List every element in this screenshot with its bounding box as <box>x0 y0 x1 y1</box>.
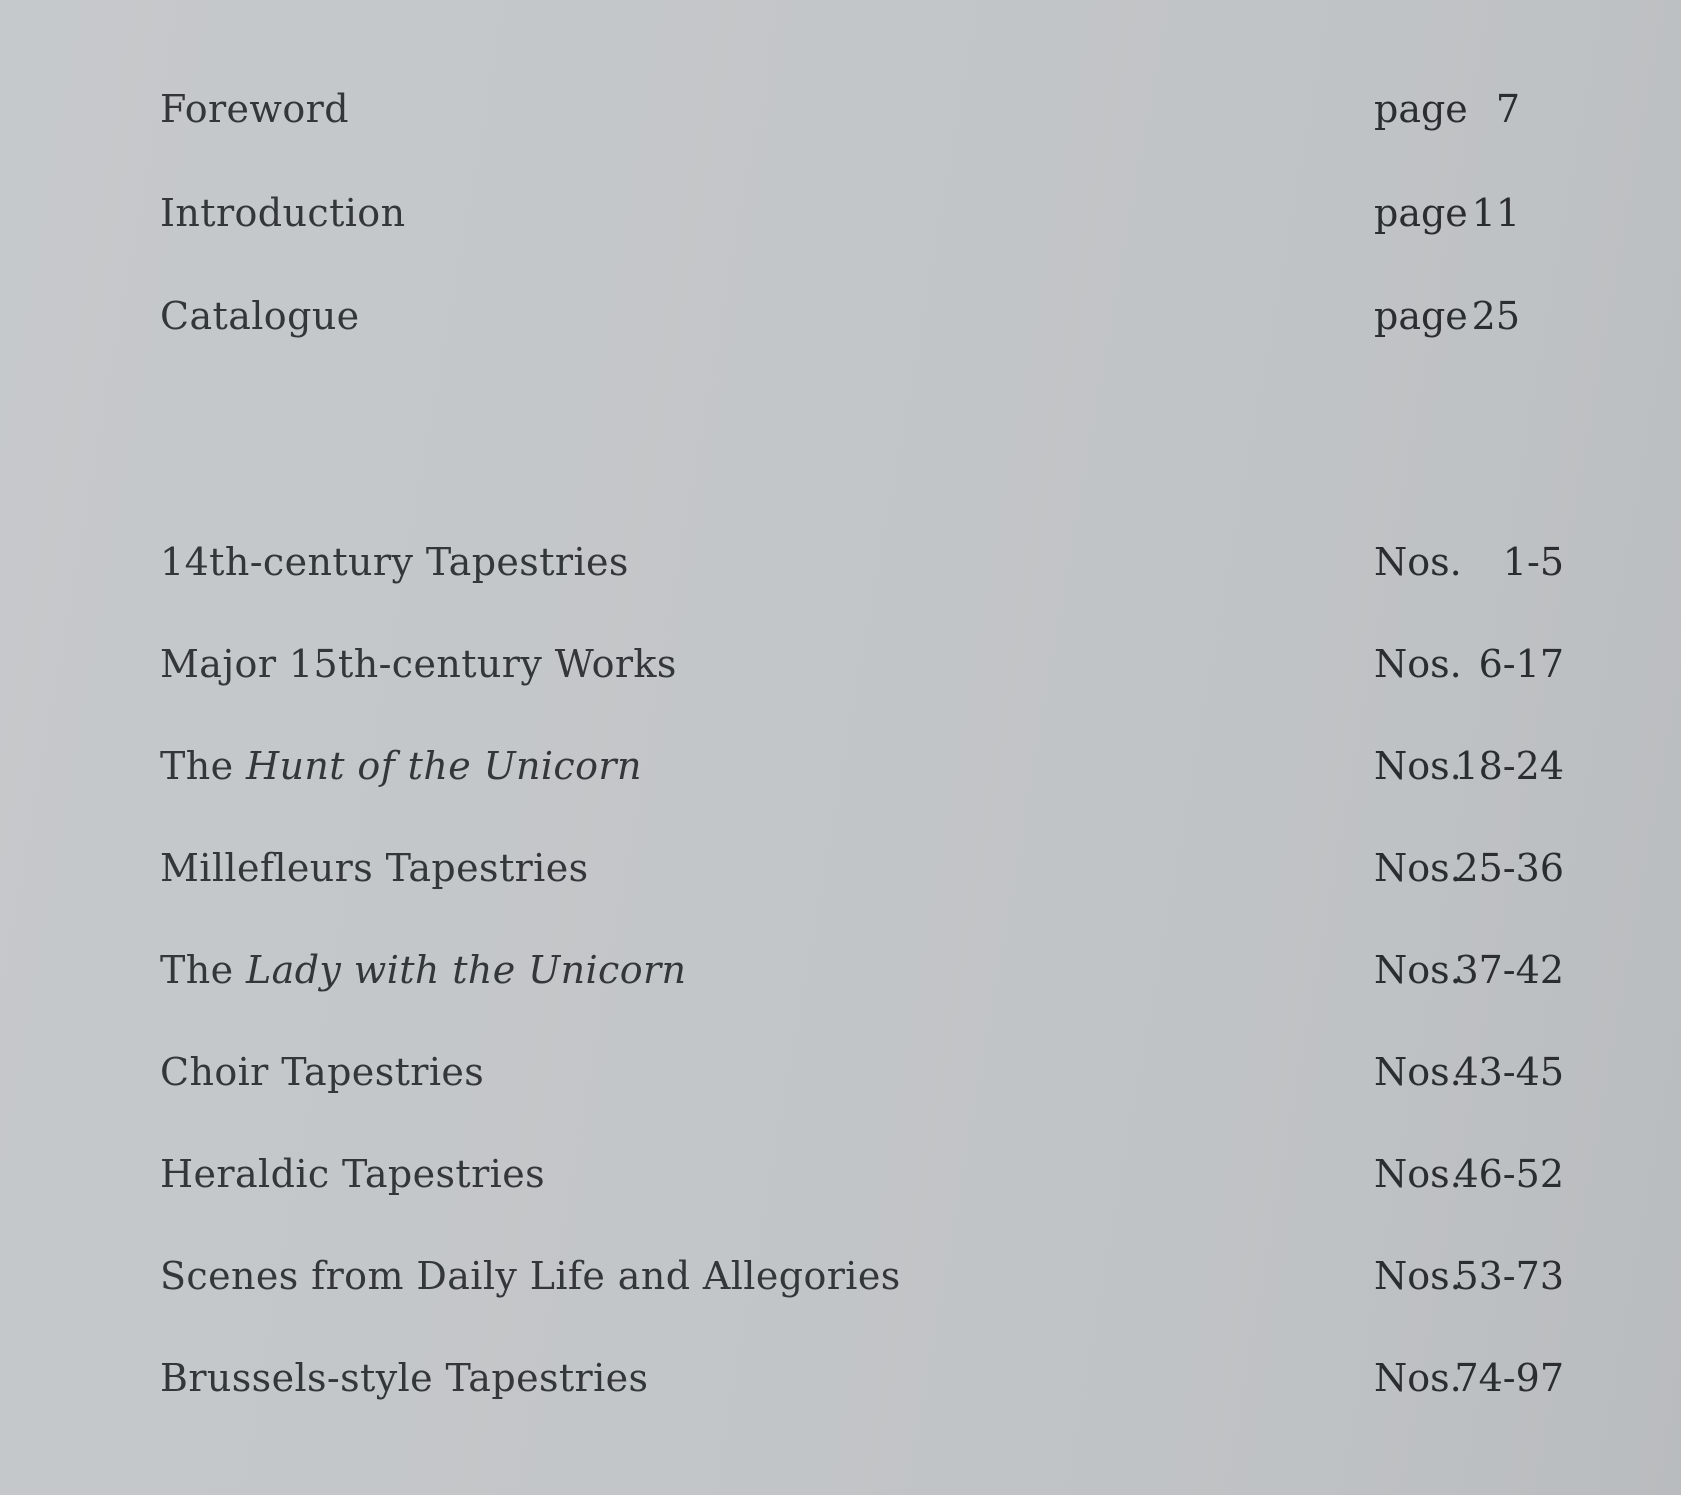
toc-entry-number-range <box>1374 634 1564 694</box>
toc-entry-section <box>0 940 1681 1000</box>
nos-label: Nos. <box>1374 948 1462 992</box>
toc-entry-number-range <box>1374 940 1564 1000</box>
toc-entry-introduction <box>0 183 1681 243</box>
toc-entry-page-ref <box>1374 79 1564 139</box>
nos-label: Nos. <box>1374 642 1462 686</box>
nos-label: Nos. <box>1374 1254 1462 1298</box>
toc-entry-title: Heraldic Tapestries <box>160 1152 545 1196</box>
toc-entry-title: Millefleurs Tapestries <box>160 846 589 890</box>
nos-label: Nos. <box>1374 1356 1462 1400</box>
toc-entry-foreword <box>0 79 1681 139</box>
catalogue-number-range: 1-5 <box>1502 540 1564 584</box>
toc-entry-number-range <box>1374 1042 1564 1102</box>
catalogue-number-range: 6-17 <box>1478 642 1564 686</box>
toc-entry-title: The Lady with the Unicorn <box>160 948 687 992</box>
toc-entry-section <box>0 532 1681 592</box>
catalogue-number-range: 53-73 <box>1454 1254 1564 1298</box>
toc-entry-title: Foreword <box>160 87 349 131</box>
toc-entry-number-range <box>1374 1144 1564 1204</box>
toc-entry-title: Scenes from Daily Life and Allegories <box>160 1254 901 1298</box>
page-label: page <box>1374 294 1468 338</box>
toc-entry-catalogue <box>0 286 1681 346</box>
nos-label: Nos. <box>1374 1152 1462 1196</box>
catalogue-number-range: 74-97 <box>1454 1356 1564 1400</box>
catalogue-number-range: 18-24 <box>1454 744 1564 788</box>
page-number: 25 <box>1471 294 1520 338</box>
toc-entry-title: Major 15th-century Works <box>160 642 677 686</box>
page-number: 11 <box>1471 191 1520 235</box>
toc-entry-title: Catalogue <box>160 294 360 338</box>
toc-entry-section <box>0 1144 1681 1204</box>
nos-label: Nos. <box>1374 846 1462 890</box>
toc-entry-section <box>0 634 1681 694</box>
toc-entry-number-range <box>1374 838 1564 898</box>
toc-entry-section <box>0 1348 1681 1408</box>
toc-entry-number-range <box>1374 1348 1564 1408</box>
toc-entry-number-range <box>1374 736 1564 796</box>
toc-entry-title: The Hunt of the Unicorn <box>160 744 642 788</box>
toc-entry-section <box>0 736 1681 796</box>
page-number: 7 <box>1495 87 1520 131</box>
toc-entry-section <box>0 1042 1681 1102</box>
nos-label: Nos. <box>1374 1050 1462 1094</box>
toc-entry-title: Introduction <box>160 191 406 235</box>
toc-entry-section <box>0 838 1681 898</box>
toc-entry-page-ref <box>1374 183 1564 243</box>
toc-entry-page-ref <box>1374 286 1564 346</box>
catalogue-number-range: 37-42 <box>1454 948 1564 992</box>
catalogue-number-range: 46-52 <box>1454 1152 1564 1196</box>
toc-entry-number-range <box>1374 532 1564 592</box>
catalogue-number-range: 25-36 <box>1454 846 1564 890</box>
nos-label: Nos. <box>1374 744 1462 788</box>
toc-entry-title: Choir Tapestries <box>160 1050 485 1094</box>
nos-label: Nos. <box>1374 540 1462 584</box>
catalogue-number-range: 43-45 <box>1454 1050 1564 1094</box>
toc-entry-title: Brussels-style Tapestries <box>160 1356 649 1400</box>
page-label: page <box>1374 191 1468 235</box>
toc-entry-title: 14th-century Tapestries <box>160 540 629 584</box>
page-label: page <box>1374 87 1468 131</box>
toc-entry-section <box>0 1246 1681 1306</box>
toc-entry-number-range <box>1374 1246 1564 1306</box>
